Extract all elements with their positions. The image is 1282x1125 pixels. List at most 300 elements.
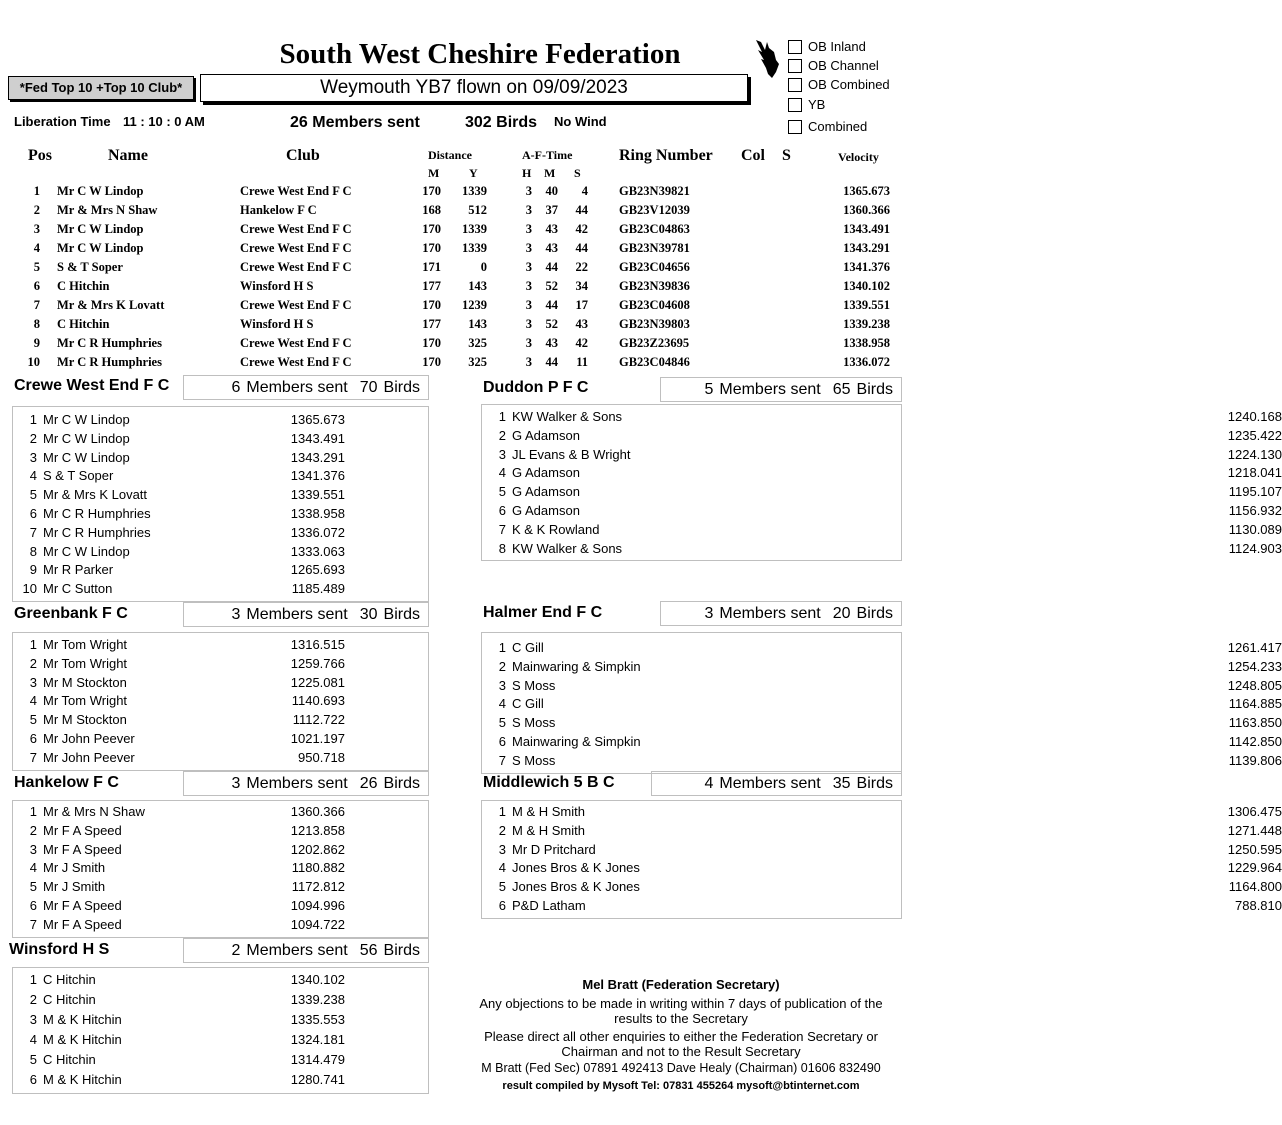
- fed-cell-vel: 1343.491: [843, 222, 890, 236]
- club-result-row: [13, 877, 430, 896]
- header-name: Name: [108, 147, 148, 164]
- club-result-rank: 1: [29, 412, 37, 427]
- club-result-name: KW Walker & Sons: [512, 409, 623, 424]
- category-option[interactable]: [788, 38, 866, 55]
- club-name: Crewe West End F C: [14, 377, 170, 394]
- club-result-rank: 7: [498, 752, 506, 768]
- club-summary-members-label: Members sent: [246, 775, 348, 792]
- club-result-row: [13, 802, 430, 821]
- club-result-name: C Gill: [512, 696, 544, 712]
- club-summary-members-label: Members sent: [719, 775, 821, 792]
- club-summary-birds: 20: [832, 605, 851, 622]
- fed-cell-ring: GB23C04863: [619, 222, 690, 236]
- category-option[interactable]: [788, 118, 867, 135]
- club-result-velocity: 1164.800: [1228, 879, 1282, 895]
- club-result-row: [482, 463, 1282, 482]
- club-result-list: [12, 967, 429, 1094]
- club-result-row: [13, 429, 430, 448]
- club-summary-birds: 65: [832, 381, 851, 398]
- club-result-list: [481, 632, 1282, 774]
- club-result-name: Mr M Stockton: [43, 674, 127, 690]
- fed-cell-min: 44: [545, 355, 558, 369]
- club-summary-birds: 26: [359, 775, 378, 792]
- club-result-velocity: 1280.741: [290, 1072, 345, 1087]
- pigeon-logo-icon: [752, 38, 780, 78]
- fed-cell-name: Mr C W Lindop: [57, 241, 144, 255]
- club-result-rank: 4: [29, 468, 37, 484]
- header-seconds: S: [574, 166, 581, 180]
- club-result-row: [482, 657, 1282, 676]
- club-result-velocity: 1316.515: [290, 637, 345, 652]
- club-result-row: [13, 635, 430, 654]
- club-result-rank: 5: [498, 715, 506, 731]
- club-result-velocity: 1213.858: [290, 822, 345, 838]
- club-name: Greenbank F C: [14, 605, 128, 622]
- club-result-name: Mr C R Humphries: [43, 524, 151, 540]
- fed-cell-m: 170: [422, 222, 441, 236]
- club-result-rank: 8: [498, 540, 506, 556]
- club-result-name: KW Walker & Sons: [512, 540, 623, 556]
- club-result-row: [482, 732, 1282, 751]
- club-result-name: JL Evans & B Wright: [512, 446, 631, 462]
- club-result-velocity: 1218.041: [1227, 465, 1282, 481]
- club-result-rank: 1: [498, 640, 506, 655]
- club-result-velocity: 1163.850: [1228, 715, 1282, 731]
- fed-cell-m: 170: [422, 298, 441, 312]
- club-result-row: [13, 748, 430, 767]
- category-label: OB Channel: [808, 58, 879, 73]
- club-result-velocity: 1229.964: [1227, 860, 1282, 876]
- fed-cell-s: 44: [575, 241, 588, 255]
- club-result-rank: 7: [29, 524, 37, 540]
- fed-cell-y: 143: [468, 279, 487, 293]
- fed-cell-s: 17: [575, 298, 588, 312]
- club-result-velocity: 1180.882: [291, 860, 345, 876]
- club-result-name: G Adamson: [512, 427, 580, 443]
- club-result-row: [13, 410, 430, 429]
- club-result-row: [482, 445, 1282, 464]
- club-result-velocity: 788.810: [1235, 898, 1282, 913]
- club-result-row: [13, 673, 430, 692]
- club-result-row: [482, 877, 1282, 896]
- club-result-name: Mr F A Speed: [43, 916, 122, 932]
- fed-cell-s: 34: [575, 279, 588, 293]
- fed-top-badge: *Fed Top 10 +Top 10 Club*: [8, 76, 194, 100]
- fed-cell-ring: GB23N39836: [619, 279, 690, 293]
- club-result-rank: 3: [29, 1012, 37, 1027]
- club-result-velocity: 1248.805: [1227, 677, 1282, 693]
- club-result-row: [482, 713, 1282, 732]
- club-result-row: [13, 485, 430, 504]
- club-result-name: Mr C Sutton: [43, 581, 113, 597]
- fed-cell-pos: 8: [33, 317, 40, 331]
- club-result-name: Mr Tom Wright: [43, 655, 128, 671]
- club-result-velocity: 1094.996: [290, 898, 345, 913]
- club-result-name: C Hitchin: [43, 992, 96, 1007]
- club-result-rank: 10: [22, 581, 37, 597]
- fed-cell-h: 3: [525, 279, 532, 293]
- club-result-velocity: 1164.885: [1228, 696, 1282, 712]
- club-summary-members-label: Members sent: [246, 606, 348, 623]
- header-ring: Ring Number: [619, 147, 713, 164]
- fed-cell-y: 143: [468, 317, 487, 331]
- fed-cell-pos: 2: [33, 203, 40, 217]
- club-result-velocity: 1333.063: [290, 543, 345, 559]
- club-result-row: [13, 466, 430, 485]
- club-result-name: Mr F A Speed: [43, 841, 122, 857]
- club-result-name: S Moss: [512, 715, 556, 731]
- liberation-time: 11 : 10 : 0 AM: [123, 114, 205, 129]
- fed-cell-pos: 9: [33, 336, 40, 350]
- club-result-name: Mr & Mrs K Lovatt: [43, 487, 148, 503]
- club-result-name: G Adamson: [512, 484, 580, 500]
- footer-line-6: result compiled by Mysoft Tel: 07831 455264 mysoft@btinternet.com: [502, 1080, 860, 1092]
- club-result-name: S Moss: [512, 752, 556, 768]
- race-title: Weymouth YB7 flown on 09/09/2023: [200, 74, 748, 102]
- club-result-rank: 4: [498, 860, 506, 876]
- club-result-name: Mr J Smith: [43, 879, 106, 895]
- club-result-list: [12, 406, 429, 602]
- fed-cell-m: 170: [422, 336, 441, 350]
- club-result-row: [482, 482, 1282, 501]
- club-summary-members: 2: [231, 942, 241, 959]
- club-name: Halmer End F C: [483, 604, 603, 621]
- club-name: Hankelow F C: [14, 774, 119, 791]
- fed-cell-min: 40: [545, 184, 558, 198]
- club-summary-members: 3: [704, 605, 714, 622]
- fed-cell-min: 43: [545, 241, 558, 255]
- fed-cell-m: 171: [422, 260, 441, 274]
- club-result-row: [13, 896, 430, 915]
- footer-line-2: results to the Secretary: [614, 1011, 748, 1026]
- club-result-velocity: 1324.181: [290, 1032, 345, 1047]
- club-result-row: [13, 1070, 430, 1089]
- club-result-velocity: 1336.072: [290, 524, 345, 540]
- club-result-velocity: 1156.932: [1228, 503, 1282, 518]
- club-result-row: [13, 915, 430, 934]
- fed-cell-name: Mr & Mrs K Lovatt: [57, 298, 165, 312]
- club-result-row: [482, 426, 1282, 445]
- club-result-rank: 2: [498, 658, 506, 674]
- wind-status: No Wind: [554, 114, 607, 129]
- club-summary-birds-label: Birds: [856, 775, 893, 792]
- club-result-rank: 7: [498, 521, 506, 537]
- fed-cell-club: Crewe West End F C: [240, 222, 352, 236]
- fed-cell-h: 3: [525, 222, 532, 236]
- fed-cell-min: 52: [545, 317, 558, 331]
- club-result-name: Mr C R Humphries: [43, 506, 151, 521]
- club-result-name: C Hitchin: [43, 972, 96, 987]
- club-result-velocity: 1341.376: [290, 468, 345, 484]
- fed-cell-ring: GB23C04608: [619, 298, 690, 312]
- club-summary-birds-label: Birds: [383, 942, 420, 959]
- club-result-velocity: 1365.673: [290, 412, 345, 427]
- club-result-velocity: 1261.417: [1227, 640, 1282, 655]
- fed-cell-club: Crewe West End F C: [240, 336, 352, 350]
- fed-cell-vel: 1343.291: [843, 241, 890, 255]
- club-summary: [660, 377, 902, 402]
- club-summary-members-label: Members sent: [719, 381, 821, 398]
- fed-cell-name: C Hitchin: [57, 317, 110, 331]
- club-summary: [660, 601, 902, 626]
- header-hours: H: [522, 166, 532, 180]
- header-miles: M: [428, 166, 440, 180]
- club-result-row: [13, 691, 430, 710]
- fed-cell-min: 43: [545, 336, 558, 350]
- club-result-rank: 5: [498, 484, 506, 500]
- header-pos: Pos: [28, 147, 52, 164]
- club-result-name: Mr John Peever: [43, 749, 135, 765]
- fed-cell-ring: GB23C04846: [619, 355, 690, 369]
- fed-cell-h: 3: [525, 241, 532, 255]
- club-summary-birds-label: Birds: [383, 775, 420, 792]
- club-result-velocity: 1314.479: [290, 1052, 345, 1067]
- fed-cell-m: 177: [422, 279, 441, 293]
- club-summary-members-label: Members sent: [246, 942, 348, 959]
- fed-cell-pos: 7: [33, 298, 40, 312]
- club-result-row: [482, 821, 1282, 840]
- fed-cell-y: 1339: [462, 222, 487, 236]
- club-result-name: Mr D Pritchard: [512, 841, 596, 857]
- category-option[interactable]: [788, 96, 825, 113]
- club-result-velocity: 1343.491: [290, 430, 345, 446]
- club-result-row: [13, 579, 430, 598]
- club-result-velocity: 1235.422: [1227, 427, 1282, 443]
- club-result-velocity: 1265.693: [290, 562, 345, 578]
- club-result-name: P&D Latham: [512, 898, 586, 913]
- fed-cell-vel: 1338.958: [843, 336, 890, 350]
- fed-cell-club: Crewe West End F C: [240, 355, 352, 369]
- birds-sent: 302 Birds: [465, 114, 538, 131]
- fed-cell-pos: 1: [33, 184, 40, 198]
- club-result-row: [482, 676, 1282, 695]
- club-result-velocity: 1142.850: [1228, 734, 1282, 749]
- club-result-rank: 2: [29, 655, 37, 671]
- fed-cell-h: 3: [525, 184, 532, 198]
- club-result-velocity: 1021.197: [290, 731, 345, 746]
- club-result-rank: 6: [498, 503, 506, 518]
- fed-result-row: [0, 317, 913, 336]
- category-checkbox[interactable]: [788, 78, 802, 92]
- club-result-name: G Adamson: [512, 465, 580, 481]
- club-result-rank: 2: [498, 822, 506, 838]
- fed-cell-min: 44: [545, 260, 558, 274]
- club-summary: [183, 602, 429, 627]
- club-result-velocity: 1254.233: [1227, 658, 1282, 674]
- club-result-rank: 5: [29, 1052, 37, 1067]
- club-result-list: [12, 800, 429, 938]
- fed-cell-pos: 4: [33, 241, 40, 255]
- fed-cell-vel: 1360.366: [843, 203, 890, 217]
- club-summary-birds: 35: [832, 775, 851, 792]
- club-result-name: M & K Hitchin: [43, 1032, 122, 1047]
- club-result-row: [13, 542, 430, 561]
- club-result-rank: 4: [498, 696, 506, 712]
- club-result-velocity: 1340.102: [290, 972, 345, 987]
- club-result-row: [482, 802, 1282, 821]
- fed-cell-club: Winsford H S: [240, 317, 314, 331]
- club-result-velocity: 1140.693: [291, 693, 345, 709]
- club-result-velocity: 1124.903: [1228, 540, 1282, 556]
- club-summary: [183, 771, 429, 796]
- club-result-name: Mr J Smith: [43, 860, 106, 876]
- liberation-label: Liberation Time: [14, 114, 111, 129]
- club-result-row: [13, 710, 430, 729]
- fed-cell-m: 170: [422, 184, 441, 198]
- club-result-rank: 6: [29, 1072, 37, 1087]
- category-option[interactable]: [788, 57, 879, 74]
- club-summary-birds-label: Birds: [383, 379, 420, 396]
- club-result-rank: 9: [29, 562, 37, 578]
- club-result-name: M & H Smith: [512, 822, 585, 838]
- club-result-row: [482, 694, 1282, 713]
- fed-result-row: [0, 336, 913, 355]
- category-checkbox[interactable]: [788, 98, 802, 112]
- club-summary: [183, 938, 429, 963]
- category-label: Combined: [808, 119, 868, 134]
- fed-cell-name: S & T Soper: [57, 260, 123, 274]
- fed-cell-h: 3: [525, 336, 532, 350]
- club-summary-members: 6: [231, 379, 241, 396]
- fed-cell-s: 4: [581, 184, 588, 198]
- fed-cell-name: Mr C W Lindop: [57, 222, 144, 236]
- club-result-rank: 1: [498, 804, 506, 819]
- fed-cell-s: 11: [576, 355, 588, 369]
- footer-line-4: Chairman and not to the Result Secretary: [561, 1044, 801, 1059]
- club-result-velocity: 1172.812: [291, 879, 345, 895]
- header-col: Col: [741, 147, 765, 164]
- category-checkbox[interactable]: [788, 120, 802, 134]
- fed-cell-y: 1339: [462, 241, 487, 255]
- club-result-name: Mainwaring & Simpkin: [512, 734, 641, 749]
- header-aft: A-F-Time: [522, 148, 573, 162]
- club-result-rank: 6: [29, 898, 37, 913]
- club-result-rank: 5: [29, 487, 37, 503]
- fed-cell-min: 43: [545, 222, 558, 236]
- club-result-rank: 1: [29, 972, 37, 987]
- club-summary-members: 3: [231, 606, 241, 623]
- fed-cell-m: 168: [422, 203, 441, 217]
- club-result-rank: 2: [498, 427, 506, 443]
- club-result-row: [482, 520, 1282, 539]
- club-result-name: K & K Rowland: [512, 521, 600, 537]
- club-result-velocity: 1259.766: [290, 655, 345, 671]
- club-result-velocity: 1240.168: [1227, 409, 1282, 424]
- club-result-velocity: 1202.862: [290, 841, 345, 857]
- club-result-name: M & K Hitchin: [43, 1012, 122, 1027]
- club-result-rank: 4: [29, 693, 37, 709]
- club-result-velocity: 1339.551: [290, 487, 345, 503]
- club-summary-members-label: Members sent: [246, 379, 348, 396]
- club-result-name: C Gill: [512, 640, 544, 655]
- club-result-row: [13, 1050, 430, 1069]
- club-result-name: Mr C W Lindop: [43, 449, 130, 465]
- club-result-list: [481, 404, 1282, 561]
- club-name: Duddon P F C: [483, 379, 589, 396]
- club-result-rank: 2: [29, 992, 37, 1007]
- fed-cell-ring: GB23Z23695: [619, 336, 690, 350]
- category-option[interactable]: [788, 76, 890, 93]
- club-result-name: Mr Tom Wright: [43, 637, 128, 652]
- club-result-name: Mr C W Lindop: [43, 430, 130, 446]
- fed-result-row: [0, 355, 913, 374]
- fed-cell-m: 170: [422, 355, 441, 369]
- fed-cell-pos: 6: [33, 279, 40, 293]
- fed-cell-pos: 5: [33, 260, 40, 274]
- club-result-row: [13, 504, 430, 523]
- fed-cell-vel: 1336.072: [843, 355, 890, 369]
- fed-cell-s: 42: [575, 222, 588, 236]
- club-summary-birds: 56: [359, 942, 378, 959]
- club-result-row: [13, 840, 430, 859]
- fed-cell-ring: GB23C04656: [619, 260, 690, 274]
- fed-cell-vel: 1339.238: [843, 317, 890, 331]
- fed-cell-y: 1339: [462, 184, 487, 198]
- club-result-rank: 1: [498, 409, 506, 424]
- fed-cell-s: 44: [575, 203, 588, 217]
- fed-cell-s: 43: [575, 317, 588, 331]
- club-summary-birds-label: Birds: [383, 606, 420, 623]
- club-result-rank: 3: [498, 677, 506, 693]
- club-result-row: [13, 654, 430, 673]
- footer-line-5: M Bratt (Fed Sec) 07891 492413 Dave Healy (Chairman) 01606 832490: [481, 1061, 881, 1075]
- club-result-velocity: 1343.291: [290, 449, 345, 465]
- club-result-rank: 2: [29, 430, 37, 446]
- club-result-name: M & H Smith: [512, 804, 585, 819]
- club-result-velocity: 1339.238: [290, 992, 345, 1007]
- fed-cell-vel: 1339.551: [843, 298, 890, 312]
- club-result-rank: 7: [29, 916, 37, 932]
- club-summary-members: 4: [704, 775, 714, 792]
- club-result-rank: 3: [498, 841, 506, 857]
- members-sent: 26 Members sent: [290, 114, 420, 131]
- fed-cell-ring: GB23N39803: [619, 317, 690, 331]
- club-result-row: [13, 821, 430, 840]
- fed-cell-y: 325: [468, 336, 487, 350]
- fed-cell-y: 0: [480, 260, 487, 274]
- club-result-row: [482, 638, 1282, 657]
- club-result-row: [13, 523, 430, 542]
- club-result-velocity: 1224.130: [1227, 446, 1282, 462]
- club-result-velocity: 1306.475: [1227, 804, 1282, 819]
- fed-cell-name: Mr & Mrs N Shaw: [57, 203, 158, 217]
- club-name: Middlewich 5 B C: [483, 774, 615, 791]
- club-result-velocity: 950.718: [298, 749, 345, 765]
- club-result-velocity: 1130.089: [1228, 521, 1282, 537]
- club-result-name: Mr Tom Wright: [43, 693, 128, 709]
- club-result-row: [13, 1010, 430, 1029]
- club-summary-members: 5: [704, 381, 714, 398]
- fed-cell-ring: GB23N39821: [619, 184, 690, 198]
- fed-cell-name: Mr C R Humphries: [57, 336, 162, 350]
- club-result-velocity: 1360.366: [290, 804, 345, 819]
- club-result-row: [482, 858, 1282, 877]
- club-result-rank: 5: [29, 879, 37, 895]
- fed-cell-h: 3: [525, 355, 532, 369]
- club-result-row: [482, 751, 1282, 770]
- fed-cell-y: 512: [468, 203, 487, 217]
- club-result-rank: 1: [29, 637, 37, 652]
- club-result-name: Mainwaring & Simpkin: [512, 658, 641, 674]
- category-checkbox[interactable]: [788, 40, 802, 54]
- club-result-row: [13, 560, 430, 579]
- category-checkbox[interactable]: [788, 59, 802, 73]
- club-result-velocity: 1094.722: [290, 916, 345, 932]
- fed-cell-h: 3: [525, 203, 532, 217]
- club-result-rank: 1: [29, 804, 37, 819]
- fed-result-row: [0, 298, 913, 317]
- club-result-row: [13, 729, 430, 748]
